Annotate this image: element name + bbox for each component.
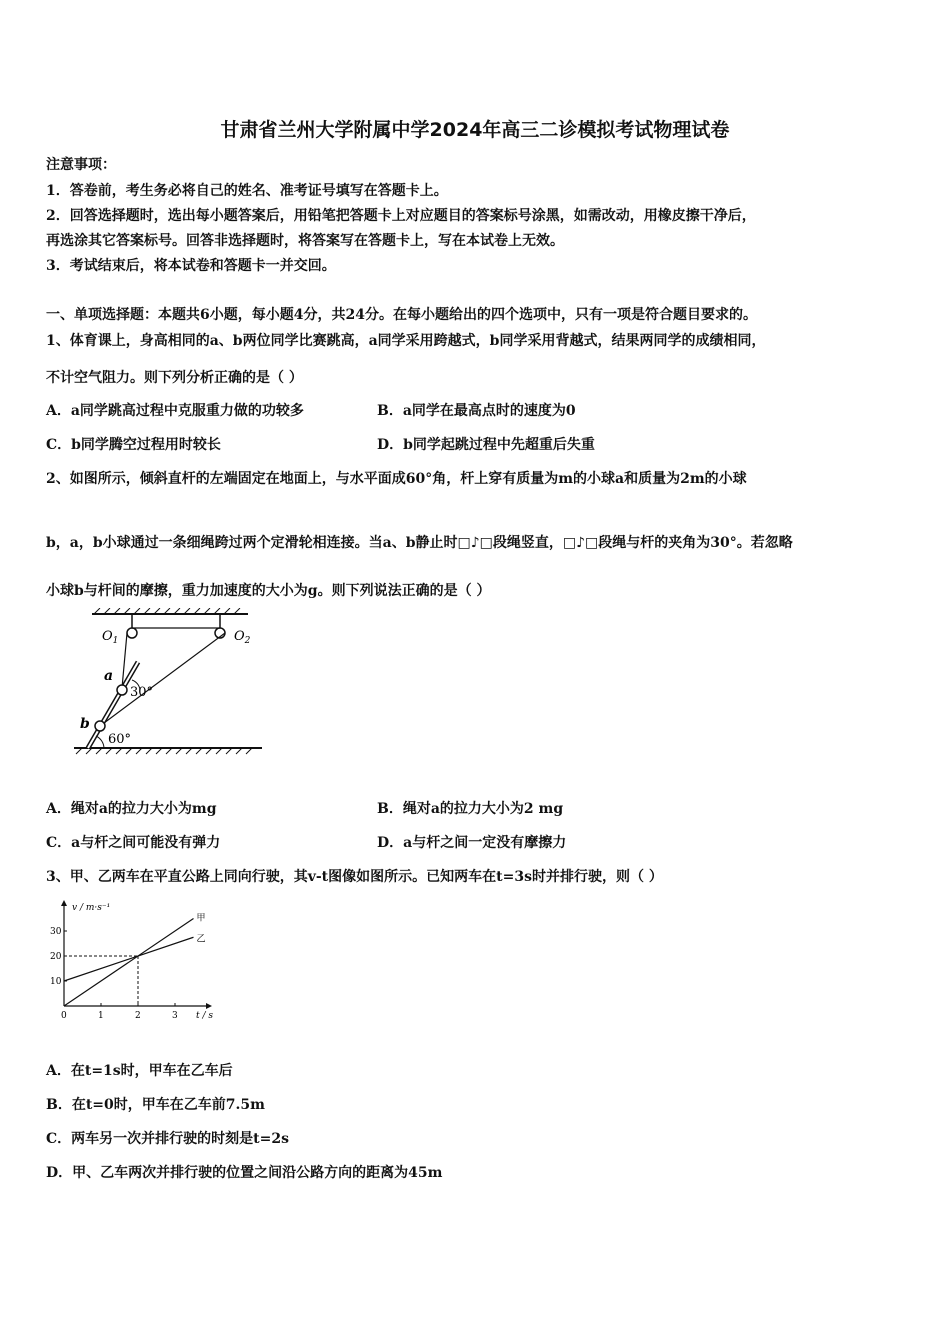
q2-figure bbox=[70, 608, 270, 760]
x-tick-label: 2 bbox=[135, 1011, 141, 1021]
series-line-yi bbox=[64, 937, 194, 981]
q1-option-a: A．a同学跳高过程中克服重力做的功较多 bbox=[46, 403, 304, 419]
q2-option-b: B．绳对a的拉力大小为2 mg bbox=[377, 801, 564, 817]
notice-item: 1．答卷前，考生务必将自己的姓名、准考证号填写在答题卡上。 bbox=[46, 183, 448, 199]
y-axis-label: v / m·s⁻¹ bbox=[72, 903, 111, 913]
label-o1: $O_1$ bbox=[102, 629, 119, 646]
q3-option-d: D．甲、乙车两次并排行驶的位置之间沿公路方向的距离为45m bbox=[46, 1165, 443, 1181]
question-2-stem: 2、如图所示，倾斜直杆的左端固定在地面上，与水平面成60°角，杆上穿有质量为m的小球a和质量为2m的小球 bbox=[46, 471, 747, 487]
section-heading: 一、单项选择题：本题共6小题，每小题4分，共24分。在每小题给出的四个选项中，只有一项是符合题目要求的。 bbox=[46, 307, 757, 323]
series-label: 乙 bbox=[196, 934, 206, 945]
q3-option-a: A．在t=1s时，甲车在乙车后 bbox=[46, 1063, 233, 1079]
x-axis-label: t / s bbox=[196, 1011, 213, 1021]
notice-item: 2．回答选择题时，选出每小题答案后，用铅笔把答题卡上对应题目的答案标号涂黑，如需改动，用橡皮擦干净后， bbox=[46, 208, 756, 224]
q2-option-c: C．a与杆之间可能没有弹力 bbox=[46, 835, 221, 851]
x-axis-arrow bbox=[206, 1003, 212, 1009]
series-label: 甲 bbox=[196, 913, 206, 924]
label-60: 60° bbox=[108, 732, 132, 747]
q1-option-b: B．a同学在最高点时的速度为0 bbox=[377, 403, 576, 419]
q3-option-b: B．在t=0时，甲车在乙车前7.5m bbox=[46, 1097, 265, 1113]
label-30: 30° bbox=[130, 685, 154, 700]
question-2-stem: 小球b与杆间的摩擦，重力加速度的大小为g。则下列说法正确的是（ ） bbox=[46, 583, 491, 599]
x-tick-label: 3 bbox=[172, 1011, 178, 1021]
q1-option-c: C．b同学腾空过程用时较长 bbox=[46, 437, 221, 453]
question-1-stem: 不计空气阻力。则下列分析正确的是（ ） bbox=[46, 370, 303, 386]
label-o2: $O_2$ bbox=[234, 629, 251, 646]
x-tick-label: 1 bbox=[98, 1011, 104, 1021]
ball-b bbox=[95, 721, 105, 731]
notice-item: 3．考试结束后，将本试卷和答题卡一并交回。 bbox=[46, 258, 336, 274]
label-a: a bbox=[104, 668, 114, 684]
x-tick-label: 0 bbox=[61, 1011, 67, 1021]
label-b: b bbox=[80, 716, 90, 732]
question-3-stem: 3、甲、乙两车在平直公路上同向行驶，其v-t图像如图所示。已知两车在t=3s时并排行驶，则（ ） bbox=[46, 869, 663, 885]
y-tick-label: 30 bbox=[50, 927, 62, 937]
question-2-stem: b，a，b小球通过一条细绳跨过两个定滑轮相连接。当a、b静止时□♪□段绳竖直，□♪□段绳与杆的夹角为30°。若忽略 bbox=[46, 535, 793, 551]
q3-option-c: C．两车另一次并排行驶的时刻是t=2s bbox=[46, 1131, 289, 1147]
q1-option-d: D．b同学起跳过程中先超重后失重 bbox=[377, 437, 595, 453]
question-1-stem: 1、体育课上，身高相同的a、b两位同学比赛跳高，a同学采用跨越式，b同学采用背越式，结果两同学的成绩相同， bbox=[46, 333, 766, 349]
page-title: 甘肃省兰州大学附属中学2024年高三二诊模拟考试物理试卷 bbox=[220, 119, 730, 141]
y-tick-label: 20 bbox=[50, 952, 62, 962]
notice-item: 再选涂其它答案标号。回答非选择题时，将答案写在答题卡上，写在本试卷上无效。 bbox=[46, 233, 564, 249]
q2-option-a: A．绳对a的拉力大小为mg bbox=[46, 801, 217, 817]
notice-heading: 注意事项： bbox=[46, 157, 116, 173]
pulley-o1 bbox=[127, 628, 137, 638]
vt-chart bbox=[44, 898, 224, 1028]
y-tick-label: 10 bbox=[50, 977, 62, 987]
y-axis-arrow bbox=[61, 900, 67, 906]
series-line-jia bbox=[64, 919, 194, 1007]
q2-option-d: D．a与杆之间一定没有摩擦力 bbox=[377, 835, 567, 851]
ball-a bbox=[117, 685, 127, 695]
